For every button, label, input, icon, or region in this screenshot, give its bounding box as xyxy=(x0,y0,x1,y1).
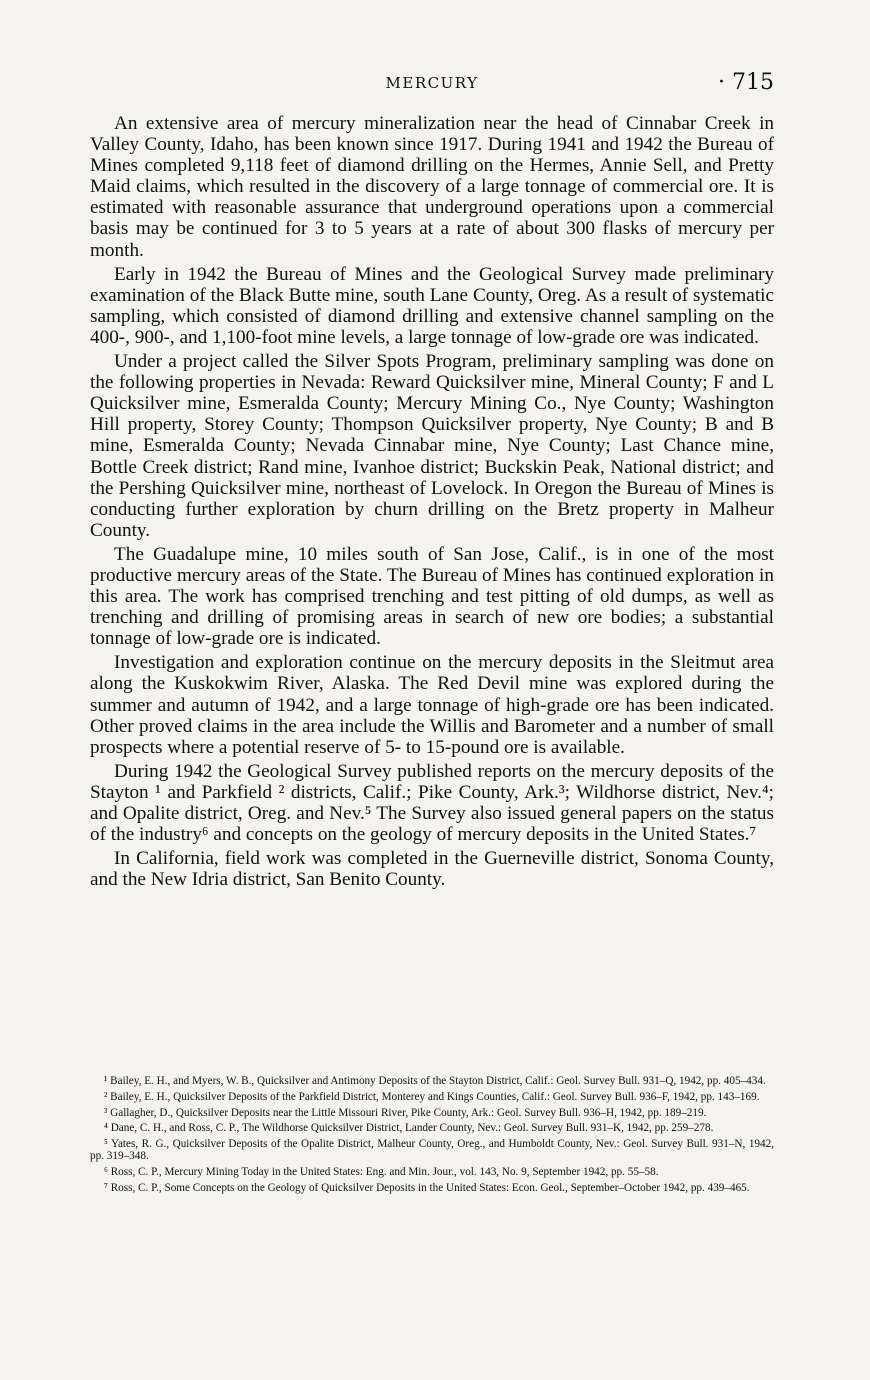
footnote: ⁶ Ross, C. P., Mercury Mining Today in the United States: Eng. and Min. Jour., vol. 143, No. 9, September 1942, pp. 55–58. xyxy=(104,1165,659,1178)
paragraph: In California, field work was completed in the Guerneville district, Sonoma County, and the New Idria district, San Benito County. xyxy=(90,848,774,891)
paragraph: Investigation and exploration continue on the mercury deposits in the Sleitmut area along the Kuskokwim River, Alaska. The Red Devil mine was explored during the summer and autumn of 1942, and a large tonnage of high-grade ore has been indicated. Other proved claims in the area include the Willis and Barometer and a number of small prospects where a potential reserve of 5- to 15-pound ore is available. xyxy=(90,652,774,758)
running-head: MERCURY xyxy=(385,74,479,92)
paragraph: Early in 1942 the Bureau of Mines and the Geological Survey made preliminary examination of the Black Butte mine, south Lane County, Oreg. As a result of systematic sampling, which consisted of diamond drilling and extensive channel sampling on the 400-, 900-, and 1,100-foot mine levels, a large tonnage of low-grade ore was indicated. xyxy=(90,263,774,348)
paragraph: An extensive area of mercury mineralization near the head of Cinnabar Creek in Valley County, Idaho, has been known since 1917. During 1941 and 1942 the Bureau of Mines completed 9,118 feet of diamond drilling on the Hermes, Annie Sell, and Pretty Maid claims, which resulted in the discovery of a large tonnage of commercial ore. It is estimated with reasonable assurance that underground operations upon a commercial basis may be continued for 3 to 5 years at a rate of about 300 flasks of mercury per month. xyxy=(90,113,774,261)
footnote: ³ Gallagher, D., Quicksilver Deposits near the Little Missouri River, Pike County, Ark.: Geol. Survey Bull. 936–H, 1942, pp. 189–219. xyxy=(104,1106,707,1119)
paragraph: The Guadalupe mine, 10 miles south of San Jose, Calif., is in one of the most productive mercury areas of the State. The Bureau of Mines has continued exploration in this area. The work has comprised trenching and test pitting of old dumps, as well as trenching and drilling of promising areas in search of new ore bodies; a substantial tonnage of low-grade ore is indicated. xyxy=(90,543,774,650)
paragraph: During 1942 the Geological Survey published reports on the mercury deposits of the Stayton ¹ and Parkfield ² districts, Calif.; Pike County, Ark.³; Wildhorse district, Nev.⁴; and Opalite district, Oreg. and Nev.⁵ The Survey also issued general papers on the status of the industry⁶ and concepts on the geology of mercury deposits in the United States.⁷ xyxy=(90,760,774,846)
footnote: ¹ Bailey, E. H., and Myers, W. B., Quicksilver and Antimony Deposits of the Stayton District, Calif.: Geol. Survey Bull. 931–Q, 1942, pp. 405–434. xyxy=(104,1075,766,1087)
paragraph: Under a project called the Silver Spots Program, preliminary sampling was done on the following properties in Nevada: Reward Quicksilver mine, Mineral County; F and L Quicksilver mine, Esmeralda County; Mercury Mining Co., Nye County; Washington Hill property, Storey County; Thompson Quicksilver property, Nye County; B and B mine, Esmeralda County; Nevada Cinnabar mine, Nye County; Last Chance mine, Bottle Creek district; Rand mine, Ivanhoe district; Buckskin Peak, National district; and the Pershing Quicksilver mine, northeast of Lovelock. In Oregon the Bureau of Mines is conducting further exploration by churn drilling on the Bretz property in Malheur County. xyxy=(90,351,774,541)
footnote: ² Bailey, E. H., Quicksilver Deposits of the Parkfield District, Monterey and Kings Counties, Calif.: Geol. Survey Bull. 936–F, 1942, pp. 143–169. xyxy=(104,1090,760,1103)
footnotes xyxy=(90,1076,774,1198)
footnote: ⁴ Dane, C. H., and Ross, C. P., The Wildhorse Quicksilver District, Lander County, Nev.: Geol. Survey Bull. 931–K, 1942, pp. 259–278. xyxy=(104,1122,714,1135)
footnote: ⁷ Ross, C. P., Some Concepts on the Geology of Quicksilver Deposits in the United States: Econ. Geol., September–October 1942, pp. 439–465. xyxy=(104,1181,750,1194)
page-header xyxy=(90,70,774,100)
body-text xyxy=(90,113,774,893)
page-number: · 715 xyxy=(718,70,774,95)
footnote: ⁵ Yates, R. G., Quicksilver Deposits of the Opalite District, Malheur County, Oreg., and Humboldt County, Nev.: Geol. Survey Bull. 931–N, 1942, pp. 319–348. xyxy=(90,1138,774,1162)
